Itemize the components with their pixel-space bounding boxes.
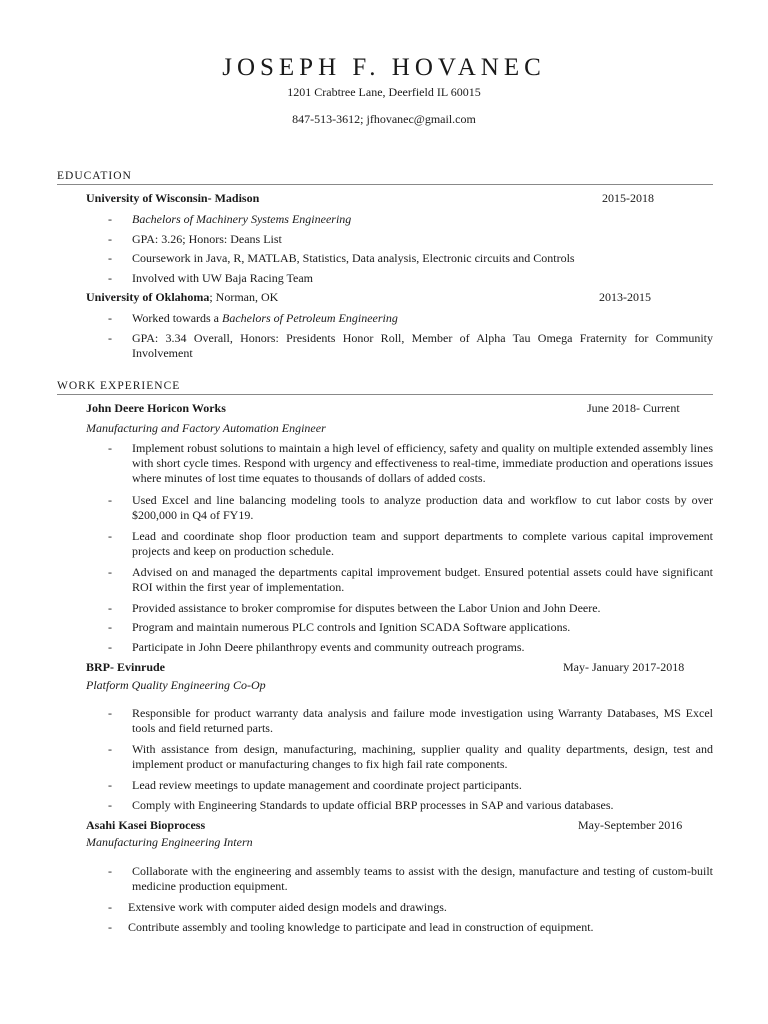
school-dates: 2013-2015 xyxy=(599,290,651,304)
degree: Bachelors of Petroleum Engineering xyxy=(222,311,398,325)
education-heading: EDUCATION xyxy=(57,169,713,185)
school-row xyxy=(86,191,713,206)
job-row xyxy=(86,660,713,675)
job-title: Manufacturing Engineering Intern xyxy=(86,835,253,849)
job-dates: May-September 2016 xyxy=(578,818,683,832)
resume-name: JOSEPH F. HOVANEC xyxy=(222,54,546,81)
school-row xyxy=(86,290,713,305)
degree: Bachelors of Machinery Systems Engineering xyxy=(132,212,352,226)
school-name: University of Wisconsin- Madison xyxy=(86,191,260,205)
job-row xyxy=(86,818,713,833)
resume-page: JOSEPH F. HOVANEC 1201 Crabtree Lane, Deerfield IL 60015 847-513-3612; jfhovanec@gmail.com EDUCATION University of Wisconsin- Madison 2015-2018 - Bachelors of Machinery Systems Engineering - GPA: 3.26; Honors: Deans List - Coursework in Java, R, MATLAB, Statistics, Data analysis, Electronic circuits and Controls - Involved with UW Baja Racing Team University of Oklahoma; Norman, OK 2013-2015 - Worked towards a Bachelors of Petroleum Engineering - GPA: 3.34 Overall, Honors: Presidents Honor Roll, Member of Alpha Tau Omega Fraternity for Community Involvement WORK EXPERIENCE John Deere Horicon Works June 2018- Current Manufacturing and Factory Automation Engineer - Implement robust solutions to maintain a high level of efficiency, safety and quality on multiple extended assembly lines with short cycle times. Respond with urgency and effectiveness to real-time, immediate production and operations issues where minutes of lost time equates to thousands of dollars of added costs. - Used Excel and line balancing modeling tools to analyze production data and workflow to cut labor costs by over $200,000 in Q4 of FY19. - Lead and coordinate shop floor production team and support departments to complete various capital improvement projects and keep on production schedule. - Advised on and managed the departments capital improvement budget. Ensured potential assets could have significant ROI within the first year of implementation. - Provided assistance to broker compromise for disputes between the Labor Union and John Deere. - Program and maintain numerous PLC controls and Ignition SCADA Software applications. - Participate in John Deere philanthropy events and community outreach programs. BRP- Evinrude May- January 2017-2018 Platform Quality Engineering Co-Op - Responsible for product warranty data analysis and failure mode investigation using Warranty Databases, MS Excel tools and field returned parts. - With assistance from design, manufacturing, machining, supplier quality and quality departments, design, test and implement product or manufacturing changes to fix high fail rate components. - Lead review meetings to update management and coordinate project participants. - Comply with Engineering Standards to update official BRP processes in SAP and various databases. Asahi Kasei Bioprocess May-September 2016 Manufacturing Engineering Intern - Collaborate with the engineering and assembly teams to assist with the design, manufacture and testing of custom-built medicine production equipment. - Extensive work with computer aided design models and drawings. - Contribute assembly and tooling knowledge to participate and lead in construction of equipment. xyxy=(0,0,768,1024)
school-name: University of Oklahoma xyxy=(86,290,210,304)
company-name: BRP- Evinrude xyxy=(86,660,166,674)
job-title: Manufacturing and Factory Automation Engineer xyxy=(86,421,326,435)
address: 1201 Crabtree Lane, Deerfield IL 60015 xyxy=(287,85,481,99)
work-heading: WORK EXPERIENCE xyxy=(57,379,713,395)
company-name: John Deere Horicon Works xyxy=(86,401,226,415)
job-dates: May- January 2017-2018 xyxy=(563,660,685,674)
job-row xyxy=(86,401,713,416)
job-title: Platform Quality Engineering Co-Op xyxy=(86,678,266,692)
phone-email: 847-513-3612; jfhovanec@gmail.com xyxy=(292,112,476,126)
company-name: Asahi Kasei Bioprocess xyxy=(86,818,206,832)
school-location: ; Norman, OK xyxy=(209,290,279,304)
job-dates: June 2018- Current xyxy=(587,401,680,415)
school-dates: 2015-2018 xyxy=(602,191,654,205)
